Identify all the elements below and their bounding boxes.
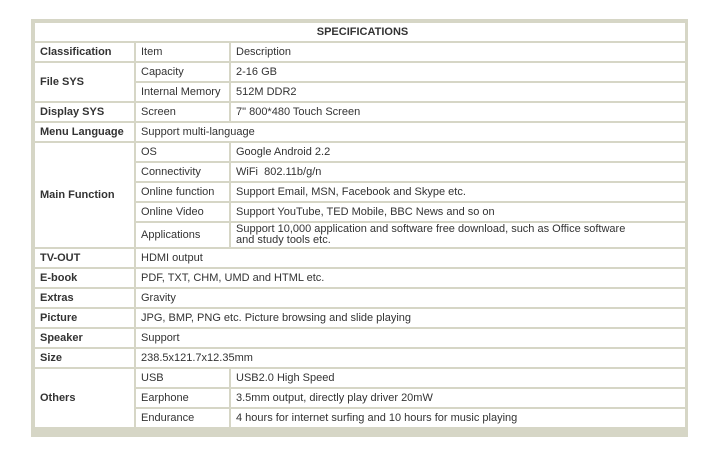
table-row [35,143,685,161]
header-description: Description [231,43,685,61]
description-cell: Support multi-language [136,123,685,141]
description-cell: JPG, BMP, PNG etc. Picture browsing and slide playing [136,309,685,327]
item-cell: Screen [136,103,229,121]
description-line: and study tools etc. [236,234,331,246]
item-cell: Online function [136,183,229,201]
description-cell: WiFi 802.11b/g/n [231,163,685,181]
table-row [35,43,685,61]
description-cell: 238.5x121.7x12.35mm [136,349,685,367]
description-line: Support 10,000 application and software free download, such as Office software [236,223,626,235]
table-row [35,249,685,267]
description-cell: 3.5mm output, directly play driver 20mW [231,389,685,407]
category-cell: Size [35,349,134,367]
category-cell: Picture [35,309,134,327]
category-cell: Others [35,369,134,427]
description-cell: 512M DDR2 [231,83,685,101]
table-row [35,329,685,347]
item-cell: USB [136,369,229,387]
table-row [35,23,685,41]
table-row [35,123,685,141]
header-classification: Classification [35,43,134,61]
description-cell: Gravity [136,289,685,307]
item-cell: Online Video [136,203,229,221]
category-cell: Menu Language [35,123,134,141]
description-cell: Google Android 2.2 [231,143,685,161]
table-row [35,103,685,121]
item-cell: Internal Memory [136,83,229,101]
category-cell: Speaker [35,329,134,347]
item-cell: Applications [136,223,229,247]
header-item: Item [136,43,229,61]
description-cell: 2-16 GB [231,63,685,81]
table-row [35,269,685,287]
category-cell: TV-OUT [35,249,134,267]
table-row [35,63,685,81]
description-cell: 7" 800*480 Touch Screen [231,103,685,121]
item-cell: Connectivity [136,163,229,181]
item-cell: Endurance [136,409,229,427]
description-cell: PDF, TXT, CHM, UMD and HTML etc. [136,269,685,287]
category-cell: Extras [35,289,134,307]
description-cell: Support YouTube, TED Mobile, BBC News and so on [231,203,685,221]
category-cell: File SYS [35,63,134,101]
description-cell: USB2.0 High Speed [231,369,685,387]
item-cell: OS [136,143,229,161]
description-cell: Support Email, MSN, Facebook and Skype etc. [231,183,685,201]
table-row [35,309,685,327]
description-cell: HDMI output [136,249,685,267]
description-cell [231,223,685,247]
item-cell: Earphone [136,389,229,407]
category-cell: Main Function [35,143,134,247]
table-title: SPECIFICATIONS [35,23,685,41]
table-row [35,289,685,307]
specifications-table [33,21,687,429]
table-row [35,349,685,367]
item-cell: Capacity [136,63,229,81]
table-row [35,369,685,387]
description-cell: Support [136,329,685,347]
description-cell: 4 hours for internet surfing and 10 hours for music playing [231,409,685,427]
category-cell: Display SYS [35,103,134,121]
category-cell: E-book [35,269,134,287]
